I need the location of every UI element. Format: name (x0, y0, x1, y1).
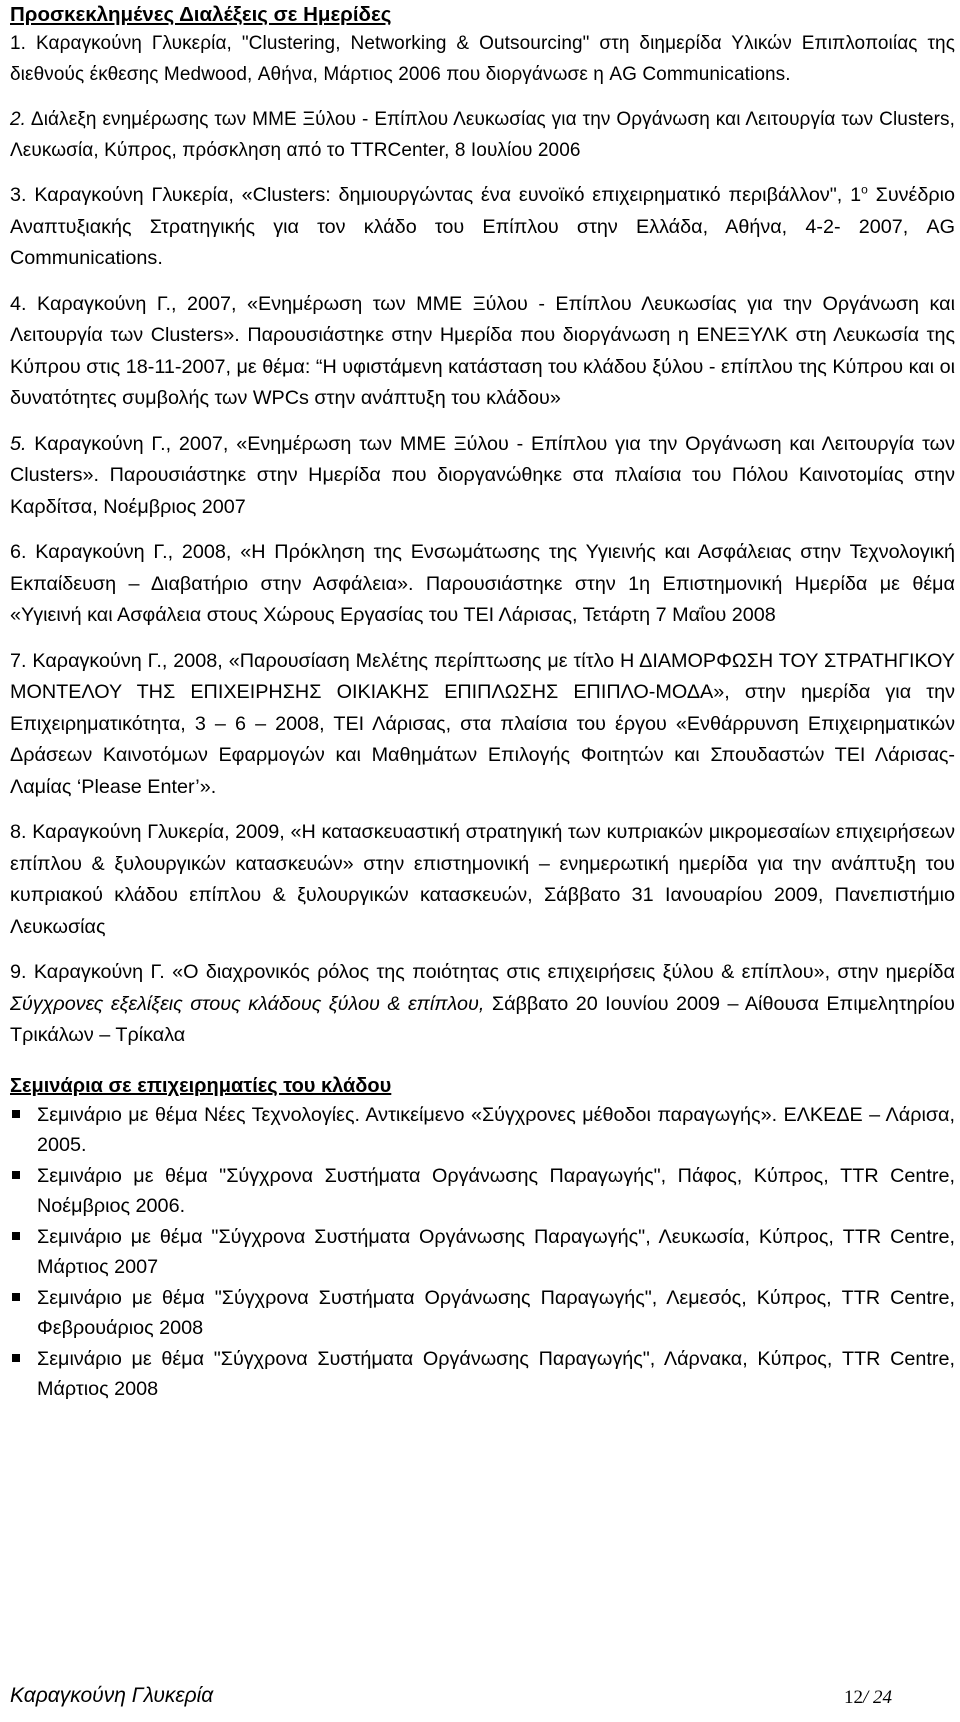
item-number: 6. (10, 541, 27, 563)
page-heading: Προσκεκλημένες Διαλέξεις σε Ημερίδες (10, 3, 392, 26)
list-item-3 (10, 180, 955, 275)
item-text: Καραγκούνη Γλυκερία, 2009, «Η κατασκευαστική στρατηγική των κυπριακών μικρομεσαίων επιχειρήσεων επίπλου & ξυλουργικών κατασκευών» στην επιστημονική – ενημερωτική ημερίδα για την ανάπτυξη του κυπριακού κλάδου επίπλου & ξυλουργικών κατασκευών, Σάββατο 31 Ιανουαρίου 2009, Πανεπιστήμιο Λευκωσίας (10, 821, 955, 938)
square-bullet-icon (12, 1354, 20, 1362)
item-text: ., 2008, «Παρουσίαση Μελέτης περίπτωσης με τίτλο Η ΔΙΑΜΟΡΦΩΣΗ ΤΟΥ ΣΤΡΑΤΗΓΙΚΟΥ ΜΟΝΤΕΛΟΥ ΤΗΣ ΕΠΙΧΕΙΡΗΣΗΣ ΟΙΚΙΑΚΗΣ ΕΠΙΠΛΩΣΗΣ ΕΠΙΠΛΟ-ΜΟΔΑ», στην ημερίδα για την Επιχειρηματικότητα, 3 – 6 – 2008, ΤΕΙ Λάρισας, στα πλαίσια του έργου «Ενθάρρυνση Επιχειρηματικών Δράσεων Καινοτόμων Εφαρμογών και Μαθημάτων Επιλογής Φοιτητών και Σπουδαστών ΤΕΙ Λάρισας-Λαμίας ‘Please Enter’». (10, 649, 956, 798)
square-bullet-icon (12, 1171, 20, 1179)
list-item-1 (10, 28, 955, 90)
seminar-item: Σεμινάριο με θέμα Νέες Τεχνολογίες. Αντικείμενο «Σύγχρονες μέθοδοι παραγωγής». ΕΛΚΕΔΕ – Λάρισα, 2005. (10, 1100, 955, 1161)
list-item-9 (10, 957, 955, 1052)
list-item-4 (10, 289, 955, 415)
item-number: 4. (10, 292, 27, 315)
seminar-item: Σεμινάριο με θέμα "Σύγχρονα Συστήματα Οργάνωσης Παραγωγής", Πάφος, Κύπρος, TTR Centre, Νοέμβριος 2006. (10, 1161, 955, 1222)
seminar-item: Σεμινάριο με θέμα "Σύγχρονα Συστήματα Οργάνωσης Παραγωγής", Λευκωσία, Κύπρος, TTR Centre, Μάρτιος 2007 (10, 1222, 955, 1283)
current-page: 12 (844, 1687, 863, 1708)
item-number: 5. (10, 432, 27, 455)
item-number: 2. (10, 109, 27, 130)
document-page (10, 0, 955, 1405)
list-item-5 (10, 429, 955, 524)
item-author: Καραγκούνη Γ (37, 292, 166, 315)
square-bullet-icon (12, 1110, 20, 1118)
list-item-8 (10, 817, 955, 943)
item-author: Καραγκούνη Γ (35, 541, 163, 563)
square-bullet-icon (12, 1293, 20, 1301)
item-text: ., 2007, «Ενημέρωση των ΜΜΕ Ξύλου - Επίπλου Λευκωσίας για την Οργάνωση και Λειτουργία των Clusters». Παρουσιάστηκε στην Ημερίδα που διοργάνωση η ΕΝΕΞΥΛΚ στη Λευκωσία της Κύπρου στις 18-11-2007, με θέμα: “Η υφιστάμενη κατάσταση του κλάδου ξύλου - επίπλου της Κύπρου και οι δυνατότητες συμβολής των WPCs στην ανάπτυξη του κλάδου» (10, 292, 956, 409)
seminars-list (10, 1100, 955, 1405)
list-item-7 (10, 646, 955, 804)
footer-author: Καραγκούνη Γλυκερία (10, 1684, 214, 1707)
item-text: ., 2007, «Ενημέρωση των ΜΜΕ Ξύλου - Επίπλου για την Οργάνωση και Λειτουργία των Clusters». Παρουσιάστηκε στην Ημερίδα που διοργανώθηκε στα πλαίσια του Πόλου Καινοτομίας στην Καρδίτσα, Νοέμβριος 2007 (10, 432, 956, 518)
page-number (844, 1687, 892, 1709)
item-number: 9. (10, 961, 27, 983)
item-italic-title: Σύγχρονες εξελίξεις στους κλάδους ξύλου & επίπλου, (10, 992, 485, 1015)
page-footer (10, 1684, 950, 1714)
item-text: Καραγκούνη Γλυκερία, "Clustering, Networking & Outsourcing" στη διημερίδα Υλικών Επιπλοποιίας της διεθνούς έκθεσης Medwood, Αθήνα, Μάρτιος 2006 που διοργάνωσε η AG Communications. (10, 33, 955, 85)
item-text: Καραγκούνη Γ. «Ο διαχρονικός ρόλος της ποιότητας στις επιχειρήσεις ξύλου & επίπλου», στην ημερίδα (33, 961, 955, 983)
list-item-2 (10, 104, 955, 166)
item-number: 7. (10, 649, 27, 672)
list-item-6 (10, 537, 955, 632)
item-number: 3. (10, 184, 27, 206)
page-separator: / (863, 1687, 869, 1708)
item-text-cont: Συνέδριο Αναπτυξιακής Στρατηγικής για τον κλάδο του Επίπλου στην Ελλάδα, Αθήνα, 4-2- 2007, AG Communications. (10, 184, 955, 269)
total-pages: 24 (868, 1687, 893, 1708)
item-author: Καραγκούνη Γ (32, 649, 157, 672)
item-author: Καραγκούνη Γ (34, 432, 161, 455)
item-number: 1. (10, 33, 27, 54)
item-text: Διάλεξη ενημέρωσης των ΜΜΕ Ξύλου - Επίπλου Λευκωσίας για την Οργάνωση και Λειτουργία των Clusters, Λευκωσία, Κύπρος, πρόσκληση από το TTRCenter, 8 Ιουλίου 2006 (10, 109, 955, 161)
item-text: ., 2008, «Η Πρόκληση της Ενσωμάτωσης της Υγιεινής και Ασφάλειας στην Τεχνολογική Εκπαίδευση – Διαβατήριο στην Ασφάλεια». Παρουσιάστηκε στην 1η Επιστημονική Ημερίδα με θέμα «Υγιεινή και Ασφάλεια στους Χώρους Εργασίας του ΤΕΙ Λάρισας, Τετάρτη 7 Μαΐου 2008 (10, 541, 956, 626)
item-text-cont: Σάββατο 20 Ιουνίου 2009 – Αίθουσα Επιμελητηρίου Τρικάλων – Τρίκαλα (10, 992, 955, 1046)
item-text: Καραγκούνη Γλυκερία, «Clusters: δημιουργώντας ένα ευνοϊκό επιχειρηματικό περιβάλλον", 1 (34, 184, 862, 206)
square-bullet-icon (12, 1232, 20, 1240)
seminars-heading: Σεμινάρια σε επιχειρηματίες του κλάδου (10, 1074, 392, 1097)
seminar-item: Σεμινάριο με θέμα "Σύγχρονα Συστήματα Οργάνωσης Παραγωγής", Λεμεσός, Κύπρος, TTR Centre, Φεβρουάριος 2008 (10, 1283, 955, 1344)
item-number: 8. (10, 821, 27, 843)
seminar-item: Σεμινάριο με θέμα "Σύγχρονα Συστήματα Οργάνωσης Παραγωγής", Λάρνακα, Κύπρος, TTR Centre, Μάρτιος 2008 (10, 1344, 955, 1405)
ordinal-superscript: ο (861, 182, 868, 197)
